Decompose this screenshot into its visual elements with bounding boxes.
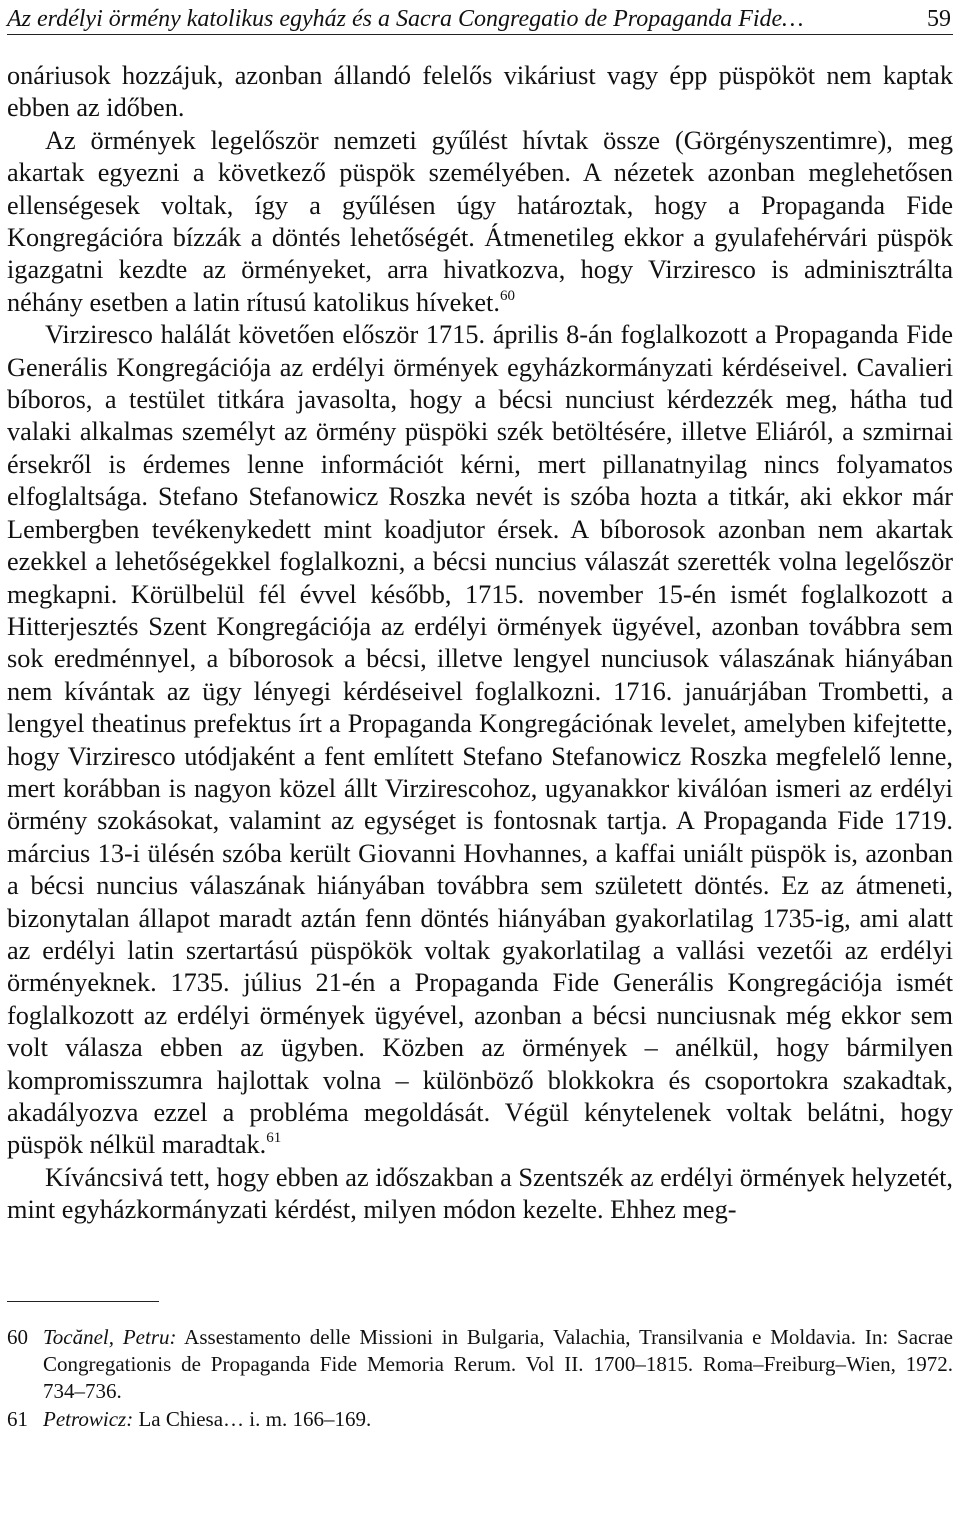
footnote-author: Petrowicz:	[43, 1406, 134, 1431]
running-head-title: Az erdélyi örmény katolikus egyház és a Sacra Congregatio de Propaganda Fide…	[7, 6, 804, 32]
footnote-text	[43, 1324, 953, 1406]
paragraph-text: Virziresco halálát követően először 1715. április 8-án foglalkozott a Propaganda Fide Generális Kongregációja az erdélyi örmények egyházkormányzati kérdéseivel. Cavalieri bíboros, a testület titkára javasolta, hogy a bécsi nunciust kérdezzék meg, hátha tud valaki alkalmas személyt az örmény püspöki szék betöltésére, illetve Eliáról, a szmirnai érsekről is érdemes lenne információt kérni, mert pillanatnyilag nincs folyamatos elfoglaltsága. Stefano Stefanowicz Roszka nevét is szóba hozta a titkár, aki ekkor már Lembergben tevékenykedett mint koadjutor érsek. A bíborosok azonban nem akartak ezekkel a lehetőségekkel foglalkozni, a bécsi nuncius válaszát szerették volna legelőször megkapni. Körülbelül fél évvel később, 1715. november 15-én ismét foglalkozott a Hitterjesztés Szent Kongregációja az erdélyi örmények ügyével, azonban továbbra sem sok eredménnyel, a bíborosok a bécsi, illetve lengyel nunciusok válaszának hiányában nem kívántak az ügy lényegi kérdéseivel foglalkozni. 1716. januárjában Trombetti, a lengyel theatinus prefektus írt a Propaganda Kongregációnak levelet, amelyben kifejtette, hogy Virziresco utódjaként a fent említett Stefano Stefanowicz Roszka megfelelő lenne, mert korábban is nagyon közel állt Virzirescohoz, ugyanakkor kiválóan ismeri az erdélyi örmény szokásokat, valamint az egységet is fontosnak tartja. A Propaganda Fide 1719. március 13-i ülésén szóba került Giovanni Hovhannes, a kaffai uniált püspök is, azonban a bécsi nuncius válaszának hiányában továbbra sem született döntés. Ez az átmeneti, bizonytalan állapot maradt aztán fenn döntés hiányában gyakorlatilag 1735-ig, ami alatt az erdélyi latin szertartású püspökök voltak gyakorlatilag a vallási vezetői az erdélyi örményeknek. 1735. július 21-én a Propaganda Fide Generális Kongregációja ismét foglalkozott az erdélyi örmények ügyével, azonban a bécsi nunciusnak még ekkor sem volt válasza ebben az ügyben. Közben az örmények – anélkül, hogy bármilyen kompromisszumra hajlottak volna – különböző blokkokra és csoportokra szakadtak, akadályozva ezzel a probléma megoldását. Végül kénytelenek voltak belátni, hogy püspök nélkül maradtak.	[7, 320, 953, 1160]
paragraph	[7, 1162, 953, 1227]
footnote-text	[43, 1406, 953, 1433]
footnote-divider	[7, 1301, 159, 1302]
footnote-number: 61	[7, 1406, 28, 1431]
page-number: 59	[927, 6, 951, 32]
footnote-citation: Assestamento delle Missioni in Bulgaria, Valachia, Transilvania e Moldavia. In: Sacrae Congregationis de Propaganda Fide Memoria Rerum. Vol II. 1700–1815. Roma–Freiburg–Wien, 1972. 734–736.	[43, 1324, 953, 1404]
body-text	[7, 60, 953, 1227]
paragraph-text: onáriusok hozzájuk, azonban állandó felelős vikáriust vagy épp püspököt nem kaptak ebben az időben.	[7, 61, 953, 123]
paragraph	[7, 125, 953, 319]
footnote-reference[interactable]: 60	[499, 287, 515, 304]
paragraph	[7, 319, 953, 1162]
footnotes	[7, 1324, 953, 1434]
footnote	[7, 1324, 953, 1406]
paragraph-continued	[7, 60, 953, 125]
paragraph-text: Az örmények legelőször nemzeti gyűlést hívtak össze (Görgényszentimre), meg akartak egyezni a következő püspök személyében. A nézetek azonban meglehetősen ellenségesek voltak, így a gyűlésen úgy határoztak, hogy a Propaganda Fide Kongregációra bízzák a döntés lehetőségét. Átmenetileg ekkor a gyulafehérvári püspök igazgatni kezdte az örményeket, arra hivatkozva, hogy Virziresco is adminisztrálta néhány esetben a latin rítusú katolikus híveket.	[7, 125, 953, 317]
paragraph-text: Kíváncsivá tett, hogy ebben az időszakban a Szentszék az erdélyi örmények helyzetét, mint egyházkormányzati kérdést, milyen módon kezelte. Ehhez meg-	[7, 1162, 953, 1225]
footnote-citation: La Chiesa… i. m. 166–169.	[133, 1406, 372, 1431]
running-head	[7, 0, 953, 35]
footnote	[7, 1406, 953, 1433]
footnote-author: Tocănel, Petru:	[43, 1324, 177, 1349]
footnote-reference[interactable]: 61	[266, 1130, 282, 1147]
footnote-number: 60	[7, 1324, 28, 1349]
